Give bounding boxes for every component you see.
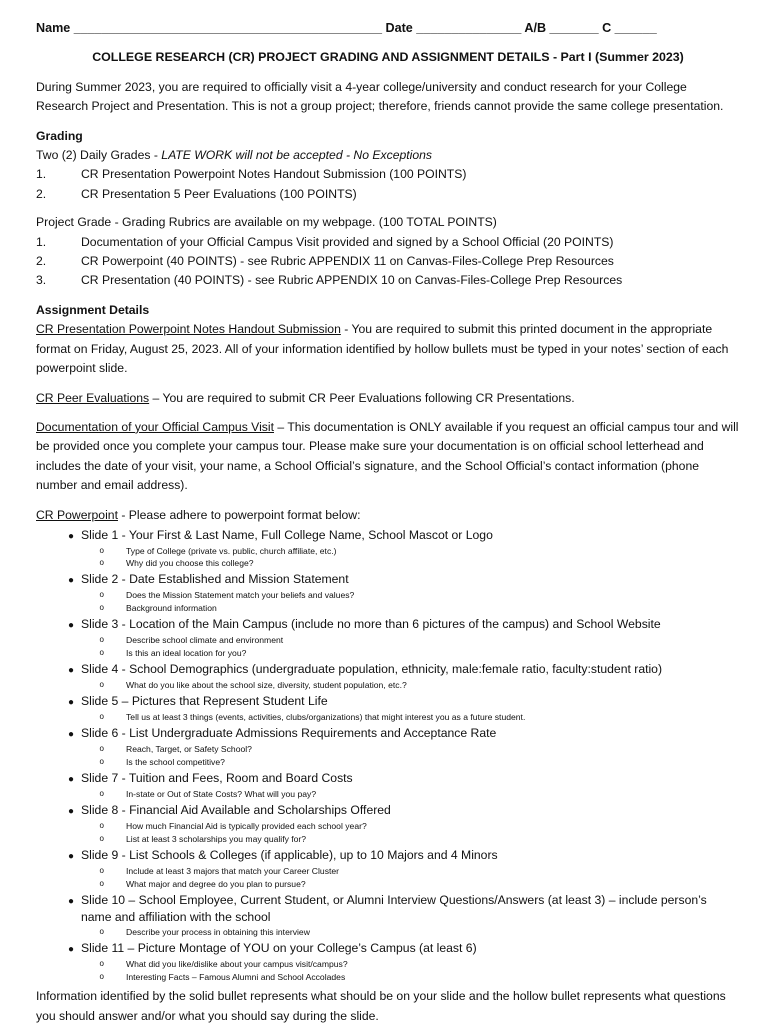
sub-item-text: In-state or Out of State Costs? What will you pay? xyxy=(126,789,317,800)
solid-bullet-icon: ● xyxy=(67,943,75,955)
slide-item xyxy=(36,527,740,570)
document-title: COLLEGE RESEARCH (CR) PROJECT GRADING AND ASSIGNMENT DETAILS - Part I (Summer 2023) xyxy=(92,50,684,65)
sub-item-text: Interesting Facts – Famous Alumni and School Accolades xyxy=(126,971,346,982)
slide-sub-item xyxy=(36,679,740,692)
sub-item-text: What major and degree do you plan to pursue? xyxy=(126,878,306,889)
item-number: 3. xyxy=(36,273,47,288)
slide-sub-item xyxy=(36,756,740,769)
slide-row xyxy=(36,892,740,926)
hollow-bullet-icon: o xyxy=(99,926,104,936)
hollow-bullet-icon: o xyxy=(99,635,104,645)
peer-paragraph xyxy=(36,389,740,408)
item-number: 1. xyxy=(36,234,47,249)
item-text: CR Presentation (40 POINTS) - see Rubric APPENDIX 10 on Canvas-Files-College Prep Resources xyxy=(81,273,623,288)
item-number: 2. xyxy=(36,186,47,201)
slide-sub-item xyxy=(36,589,740,602)
slide-row xyxy=(36,725,740,743)
sub-item-text: Describe school climate and environment xyxy=(126,635,284,646)
item-text: CR Presentation Powerpoint Notes Handout Submission (100 POINTS) xyxy=(81,167,467,182)
slide-text: Slide 8 - Financial Aid Available and Scholarships Offered xyxy=(81,803,391,818)
sub-item-text: List at least 3 scholarships you may qualify for? xyxy=(126,833,307,844)
handout-text: - You are required to submit this printed document in the appropriate format on Friday, August 25, 2023. All of your information identified by hollow bullets must be typed in your notes’ section of each powerpoint slide. xyxy=(36,322,729,376)
hollow-bullet-icon: o xyxy=(99,756,104,766)
hollow-bullet-icon: o xyxy=(99,878,104,888)
slide-sub-item xyxy=(36,820,740,833)
late-work-note: LATE WORK will not be accepted - No Exceptions xyxy=(161,148,433,163)
solid-bullet-icon: ● xyxy=(67,575,75,587)
solid-bullet-icon: ● xyxy=(67,774,75,786)
hollow-bullet-icon: o xyxy=(99,971,104,981)
sub-item-text: Is this an ideal location for you? xyxy=(126,647,247,658)
slide-item xyxy=(36,892,740,939)
peer-text: – You are required to submit CR Peer Evaluations following CR Presentations. xyxy=(149,390,575,405)
slide-text: Slide 3 - Location of the Main Campus (include no more than 6 pictures of the campus) and School Website xyxy=(81,617,661,632)
hollow-bullet-icon: o xyxy=(99,602,104,612)
powerpoint-line xyxy=(36,506,740,525)
slide-sub-item xyxy=(36,878,740,891)
slide-row xyxy=(36,571,740,589)
hollow-bullet-icon: o xyxy=(99,821,104,831)
peer-title: CR Peer Evaluations xyxy=(36,390,150,405)
slide-row xyxy=(36,693,740,711)
solid-bullet-icon: ● xyxy=(67,530,75,542)
slide-sub-item xyxy=(36,545,740,558)
daily-grades-list xyxy=(36,165,740,204)
project-grade-item xyxy=(36,233,740,252)
slide-sub-item xyxy=(36,711,740,724)
slide-text: Slide 11 – Picture Montage of YOU on your College’s Campus (at least 6) xyxy=(81,940,477,955)
sub-item-text: Tell us at least 3 things (events, activities, clubs/organizations) that might interest you as a future student. xyxy=(126,712,526,723)
slide-row xyxy=(36,940,740,958)
item-text: CR Presentation 5 Peer Evaluations (100 POINTS) xyxy=(81,186,357,201)
hollow-bullet-icon: o xyxy=(99,866,104,875)
slide-sub-item xyxy=(36,788,740,801)
solid-bullet-icon: ● xyxy=(67,664,75,676)
project-grade-item xyxy=(36,252,740,271)
documentation-title: Documentation of your Official Campus Visit xyxy=(36,419,274,434)
slides-list xyxy=(36,527,740,984)
slide-sub-item xyxy=(36,971,740,984)
solid-bullet-icon: ● xyxy=(67,697,75,709)
slide-text: Slide 5 – Pictures that Represent Student Life xyxy=(81,694,328,709)
slide-item xyxy=(36,940,740,983)
sub-item-text: Is the school competitive? xyxy=(126,756,225,767)
project-grade-item xyxy=(36,271,740,290)
hollow-bullet-icon: o xyxy=(99,958,104,968)
solid-bullet-icon: ● xyxy=(67,620,75,632)
hollow-bullet-icon: o xyxy=(99,558,104,568)
sub-item-text: Background information xyxy=(126,602,217,613)
slide-row xyxy=(36,661,740,679)
slide-item xyxy=(36,693,740,724)
slide-text: Slide 7 - Tuition and Fees, Room and Board Costs xyxy=(81,771,353,786)
slide-item xyxy=(36,725,740,768)
grading-heading: Grading xyxy=(36,128,83,143)
sub-item-text: Include at least 3 majors that match your Career Cluster xyxy=(126,866,340,876)
daily-grade-item xyxy=(36,165,740,184)
handout-paragraph xyxy=(36,320,740,378)
sub-item-text: Type of College (private vs. public, church affiliate, etc.) xyxy=(126,545,337,556)
slide-sub-item xyxy=(36,743,740,756)
sub-item-text: How much Financial Aid is typically provided each school year? xyxy=(126,821,367,832)
sub-item-text: Reach, Target, or Safety School? xyxy=(126,744,252,755)
slide-item xyxy=(36,770,740,801)
closing-paragraph: Information identified by the solid bullet represents what should be on your slide and the hollow bullet represents what questions you should answer and/or what you should say during the slide. xyxy=(36,989,726,1023)
slide-item xyxy=(36,571,740,614)
slide-sub-item xyxy=(36,865,740,878)
solid-bullet-icon: ● xyxy=(67,851,75,862)
item-number: 1. xyxy=(36,167,47,182)
slide-text: Slide 2 - Date Established and Mission Statement xyxy=(81,572,349,587)
slide-sub-item xyxy=(36,647,740,660)
powerpoint-title: CR Powerpoint xyxy=(36,507,118,522)
slide-text: Slide 9 - List Schools & Colleges (if applicable), up to 10 Majors and 4 Minors xyxy=(81,848,498,862)
hollow-bullet-icon: o xyxy=(99,647,104,657)
item-number: 2. xyxy=(36,254,47,269)
hollow-bullet-icon: o xyxy=(99,545,104,555)
slide-text: Slide 4 - School Demographics (undergraduate population, ethnicity, male:female ratio, faculty:student ratio) xyxy=(81,661,663,676)
hollow-bullet-icon: o xyxy=(99,833,104,843)
document-page xyxy=(36,19,740,1026)
slide-sub-item xyxy=(36,926,740,939)
intro-paragraph: During Summer 2023, you are required to officially visit a 4-year college/university and conduct research for your College Research Project and Presentation. This is not a group project; therefore, friends cannot provide the same college presentation. xyxy=(36,79,724,114)
slide-row xyxy=(36,616,740,634)
handout-title: CR Presentation Powerpoint Notes Handout Submission xyxy=(36,322,341,337)
sub-item-text: What do you like about the school size, diversity, student population, etc.? xyxy=(126,679,407,690)
assignment-heading: Assignment Details xyxy=(36,302,150,317)
slide-item xyxy=(36,847,740,890)
slide-row xyxy=(36,847,740,865)
slide-text: Slide 10 – School Employee, Current Student, or Alumni Interview Questions/Answers (at least 3) – include person’s name and affiliation with the school xyxy=(81,892,707,924)
slide-row xyxy=(36,527,740,545)
slide-sub-item xyxy=(36,634,740,647)
solid-bullet-icon: ● xyxy=(67,895,75,907)
documentation-paragraph xyxy=(36,418,740,496)
sub-item-text: Describe your process in obtaining this interview xyxy=(126,926,310,937)
slide-row xyxy=(36,770,740,788)
slide-sub-item xyxy=(36,833,740,846)
slide-sub-item xyxy=(36,557,740,570)
sub-item-text: Why did you choose this college? xyxy=(126,558,254,569)
item-text: CR Powerpoint (40 POINTS) - see Rubric APPENDIX 11 on Canvas-Files-College Prep Resources xyxy=(81,254,614,269)
slide-item xyxy=(36,616,740,659)
slide-text: Slide 6 - List Undergraduate Admissions Requirements and Acceptance Rate xyxy=(81,726,497,741)
hollow-bullet-icon: o xyxy=(99,712,104,722)
sub-item-text: Does the Mission Statement match your beliefs and values? xyxy=(126,590,355,601)
project-grade-list xyxy=(36,233,740,291)
documentation-text: – This documentation is ONLY available if you request an official campus tour and will be provided once you complete your campus tour. Please make sure your documentation is on official school letterhead and includes the date of your visit, your name, a School Official’s signature, and the School Official’s contact information (phone number and email address). xyxy=(36,419,739,493)
hollow-bullet-icon: o xyxy=(99,590,104,600)
solid-bullet-icon: ● xyxy=(67,806,75,818)
slide-item xyxy=(36,661,740,692)
daily-grades-prefix: Two (2) Daily Grades - xyxy=(36,148,162,163)
slide-sub-item xyxy=(36,602,740,615)
sub-item-text: What did you like/dislike about your campus visit/campus? xyxy=(126,958,348,969)
slide-sub-item xyxy=(36,958,740,971)
hollow-bullet-icon: o xyxy=(99,744,104,754)
hollow-bullet-icon: o xyxy=(99,679,104,689)
slide-text: Slide 1 - Your First & Last Name, Full College Name, School Mascot or Logo xyxy=(81,527,493,542)
project-grade-line: Project Grade - Grading Rubrics are available on my webpage. (100 TOTAL POINTS) xyxy=(36,215,497,230)
slide-item xyxy=(36,802,740,845)
item-text: Documentation of your Official Campus Visit provided and signed by a School Official (20 POINTS) xyxy=(81,234,614,249)
daily-grade-item xyxy=(36,185,740,204)
student-info-line: Name ____________________________________________ Date _______________ A/B _______ C ______ xyxy=(36,21,657,35)
powerpoint-text: - Please adhere to powerpoint format below: xyxy=(117,507,361,522)
daily-grades-line xyxy=(36,146,740,165)
hollow-bullet-icon: o xyxy=(99,789,104,799)
solid-bullet-icon: ● xyxy=(67,729,75,741)
slide-row xyxy=(36,802,740,820)
